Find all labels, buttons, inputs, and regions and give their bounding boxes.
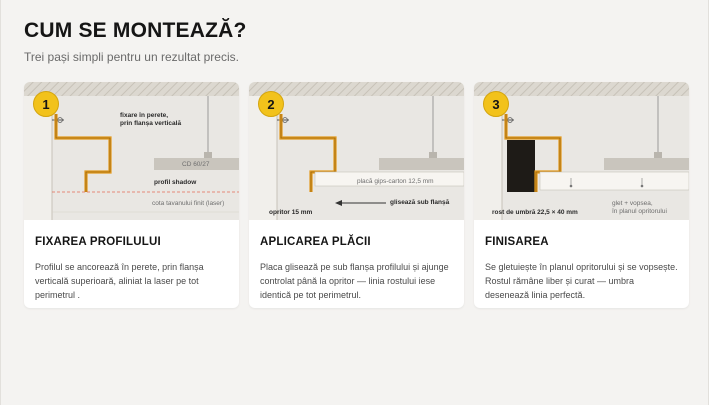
fixing-label-line1: fixare în perete, xyxy=(120,112,169,119)
step-2-illustration xyxy=(249,82,464,220)
finish-label-line1: glet + vopsea, xyxy=(612,200,653,207)
step-2-title: APLICAREA PLĂCII xyxy=(260,236,371,248)
step-2-badge: 2 xyxy=(258,91,284,117)
finish-label-line2: în planul opritorului xyxy=(612,208,667,215)
fixing-label-line2: prin flanșa verticală xyxy=(120,120,182,127)
step-1-title: FIXAREA PROFILULUI xyxy=(35,236,161,248)
step-1-illustration xyxy=(24,82,239,220)
shadow-profile-label: profil shadow xyxy=(154,179,197,186)
step-card-1 xyxy=(24,82,239,308)
stopper-label: opritor 15 mm xyxy=(269,209,313,216)
step-card-3 xyxy=(474,82,689,308)
shadow-gap-label: rost de umbră 22,5 × 40 mm xyxy=(492,209,578,216)
step-2-text: Placa glisează pe sub flanșa profilului și ajunge controlat până la opritor — linia rostului iese identică pe tot perimetrul. xyxy=(260,262,449,300)
page-subtitle: Trei pași simpli pentru un rezultat precis. xyxy=(24,50,239,64)
step-3-badge: 3 xyxy=(483,91,509,117)
slides-label: glisează sub flanșă xyxy=(390,199,450,206)
step-3-illustration xyxy=(474,82,689,220)
step-1-body xyxy=(24,220,239,302)
page-title: CUM SE MONTEAZĂ? xyxy=(24,19,247,42)
cd-profile-label: CD 60/27 xyxy=(182,161,210,168)
header xyxy=(24,19,247,64)
step-1-badge: 1 xyxy=(33,91,59,117)
ceiling-level-label: cota tavanului finit (laser) xyxy=(152,200,225,207)
step-3-text: Se gletuiește în planul opritorului și se vopsește. Rostul rămâne liber și curat — umbra desenează linia perfectă. xyxy=(485,262,678,300)
step-1-text: Profilul se ancorează în perete, prin flanșa verticală superioară, aliniat la laser pe tot perimetrul . xyxy=(35,262,204,300)
step-card-2 xyxy=(249,82,464,308)
step-3-body xyxy=(474,220,689,302)
board-label: placă gips-carton 12,5 mm xyxy=(357,178,434,185)
step-3-title: FINISAREA xyxy=(485,236,549,248)
step-2-body xyxy=(249,220,464,302)
